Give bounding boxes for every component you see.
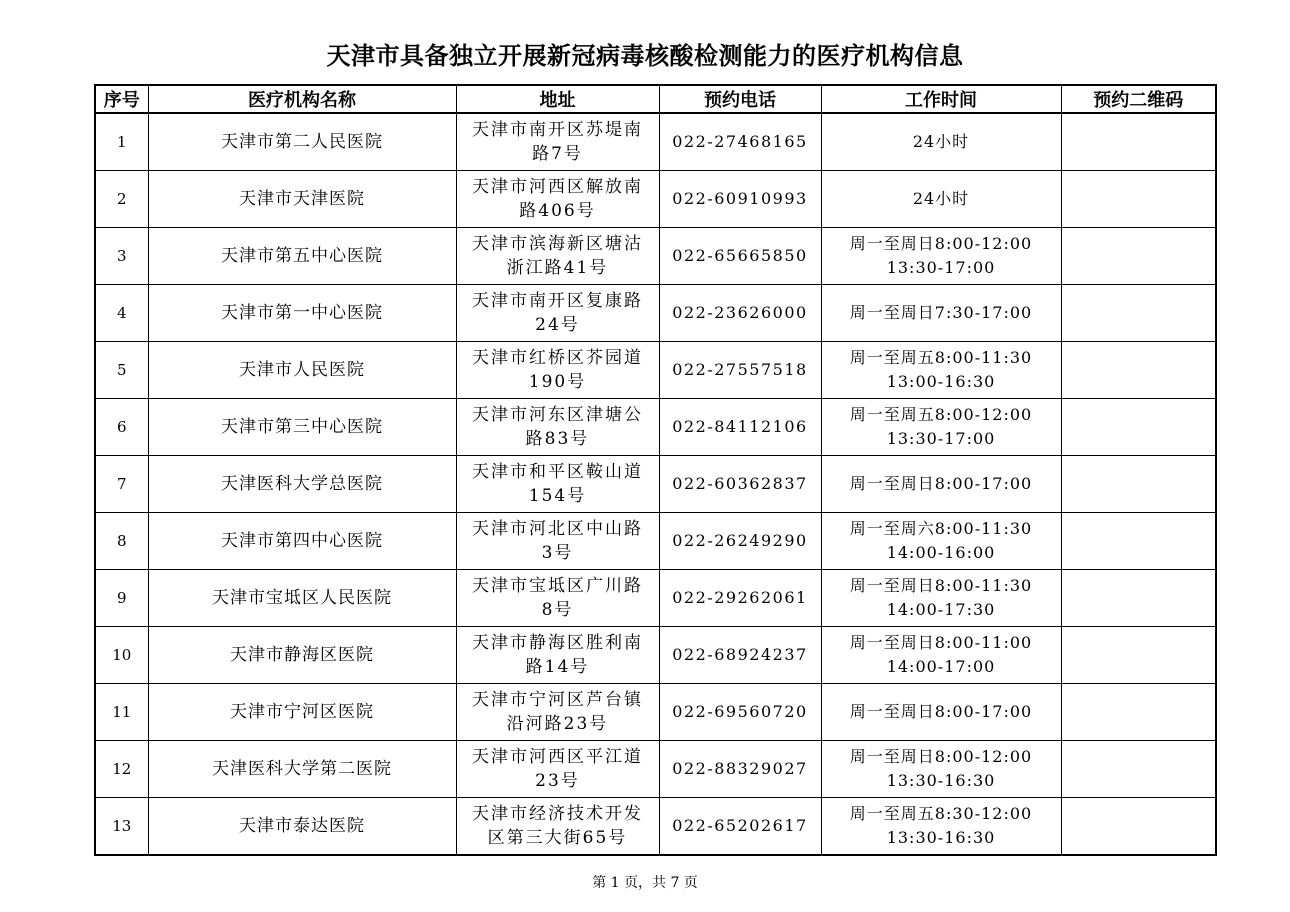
hospital-name-line: 天津市第四中心医院 xyxy=(221,531,383,551)
hospital-address-line: 路7号 xyxy=(532,144,583,164)
table-row xyxy=(95,627,1216,684)
working-hours-line: 13:30-17:00 xyxy=(886,429,996,448)
hospital-address xyxy=(456,342,659,399)
working-hours xyxy=(821,113,1061,171)
hospital-address-line: 路14号 xyxy=(525,657,590,677)
row-number xyxy=(95,228,148,285)
hospital-address-line: 天津市和平区鞍山道 xyxy=(472,462,643,482)
hospital-address-line: 天津市宁河区芦台镇 xyxy=(472,690,643,710)
working-hours xyxy=(821,798,1061,856)
working-hours-line: 周一至周日8:00-11:30 xyxy=(849,576,1033,595)
hospital-phone xyxy=(659,456,821,513)
hospital-address-line: 154号 xyxy=(528,486,587,506)
hospital-phone xyxy=(659,684,821,741)
hospital-name-line: 天津市泰达医院 xyxy=(239,816,365,836)
column-header-qrcode: 预约二维码 xyxy=(1061,85,1216,113)
hospital-name xyxy=(148,399,456,456)
hospital-address xyxy=(456,570,659,627)
hospital-name-line: 天津医科大学总医院 xyxy=(221,474,383,494)
hospital-address xyxy=(456,513,659,570)
table-row xyxy=(95,113,1216,171)
hospital-name-line: 天津医科大学第二医院 xyxy=(212,759,392,779)
table-row xyxy=(95,228,1216,285)
booking-qrcode xyxy=(1061,741,1216,798)
hospital-phone xyxy=(659,399,821,456)
row-number-line: 5 xyxy=(116,361,127,379)
working-hours-line: 13:30-16:30 xyxy=(886,771,996,790)
working-hours xyxy=(821,285,1061,342)
hospital-name-line: 天津市宝坻区人民医院 xyxy=(212,588,392,608)
hospital-name-line: 天津市静海区医院 xyxy=(230,645,374,665)
hospital-name xyxy=(148,228,456,285)
row-number-line: 13 xyxy=(112,817,132,835)
working-hours-line: 周一至周五8:00-12:00 xyxy=(849,405,1033,424)
working-hours xyxy=(821,684,1061,741)
working-hours-line: 周一至周日7:30-17:00 xyxy=(849,303,1033,322)
working-hours xyxy=(821,513,1061,570)
booking-qrcode xyxy=(1061,228,1216,285)
hospital-phone xyxy=(659,171,821,228)
row-number-line: 10 xyxy=(112,646,132,664)
working-hours-line: 14:00-16:00 xyxy=(886,543,996,562)
hospital-name-line: 天津市人民医院 xyxy=(239,360,365,380)
hospital-address xyxy=(456,285,659,342)
hospital-address xyxy=(456,399,659,456)
table-row xyxy=(95,570,1216,627)
working-hours-line: 周一至周日8:00-17:00 xyxy=(849,702,1033,721)
working-hours-line: 周一至周日8:00-12:00 xyxy=(849,234,1033,253)
table-row xyxy=(95,399,1216,456)
hospital-phone-line: 022-88329027 xyxy=(672,759,808,778)
hospital-address-line: 天津市静海区胜利南 xyxy=(472,633,643,653)
hospital-address-line: 天津市经济技术开发 xyxy=(472,804,643,824)
page-title: 天津市具备独立开展新冠病毒核酸检测能力的医疗机构信息 xyxy=(326,42,964,70)
working-hours xyxy=(821,228,1061,285)
hospital-address-line: 路406号 xyxy=(519,201,596,221)
hospital-phone-line: 022-65665850 xyxy=(672,246,808,265)
booking-qrcode xyxy=(1061,513,1216,570)
working-hours xyxy=(821,456,1061,513)
working-hours-line: 13:30-17:00 xyxy=(886,258,996,277)
table-row xyxy=(95,342,1216,399)
row-number xyxy=(95,684,148,741)
row-number-line: 12 xyxy=(112,760,132,778)
column-header-address: 地址 xyxy=(456,85,659,113)
working-hours-line: 24小时 xyxy=(912,189,970,208)
row-number xyxy=(95,171,148,228)
hospital-name-line: 天津市宁河区医院 xyxy=(230,702,374,722)
booking-qrcode xyxy=(1061,399,1216,456)
hospital-name xyxy=(148,342,456,399)
working-hours-line: 24小时 xyxy=(912,132,970,151)
table-row xyxy=(95,285,1216,342)
row-number-line: 8 xyxy=(116,532,127,550)
hospital-phone xyxy=(659,798,821,856)
hospital-name xyxy=(148,456,456,513)
booking-qrcode xyxy=(1061,570,1216,627)
table-row xyxy=(95,798,1216,856)
hospital-address-line: 天津市河西区平江道 xyxy=(472,747,643,767)
hospital-address-line: 沿河路23号 xyxy=(506,714,609,734)
hospital-name-line: 天津市第一中心医院 xyxy=(221,303,383,323)
row-number xyxy=(95,798,148,856)
hospital-address-line: 3号 xyxy=(541,543,574,563)
hospital-address-line: 浙江路41号 xyxy=(506,258,609,278)
column-header-no: 序号 xyxy=(95,85,148,113)
working-hours-line: 13:00-16:30 xyxy=(886,372,996,391)
hospital-address-line: 天津市河东区津塘公 xyxy=(472,405,643,425)
hospital-name-line: 天津市第二人民医院 xyxy=(221,132,383,152)
row-number-line: 7 xyxy=(116,475,127,493)
booking-qrcode xyxy=(1061,285,1216,342)
table-row xyxy=(95,684,1216,741)
row-number xyxy=(95,456,148,513)
table-row xyxy=(95,741,1216,798)
hospital-phone xyxy=(659,113,821,171)
working-hours-line: 14:00-17:00 xyxy=(886,657,996,676)
hospital-phone xyxy=(659,627,821,684)
row-number-line: 4 xyxy=(116,304,127,322)
hospital-address xyxy=(456,798,659,856)
hospital-address xyxy=(456,171,659,228)
working-hours-line: 周一至周日8:00-11:00 xyxy=(849,633,1033,652)
hospital-address-line: 24号 xyxy=(535,315,580,335)
row-number-line: 6 xyxy=(116,418,127,436)
working-hours-line: 周一至周日8:00-12:00 xyxy=(849,747,1033,766)
working-hours xyxy=(821,627,1061,684)
row-number xyxy=(95,285,148,342)
table-row xyxy=(95,456,1216,513)
hospital-phone-line: 022-84112106 xyxy=(672,417,808,436)
hospital-address xyxy=(456,113,659,171)
working-hours-line: 周一至周五8:30-12:00 xyxy=(849,804,1033,823)
working-hours xyxy=(821,741,1061,798)
hospital-address-line: 天津市南开区复康路 xyxy=(472,291,643,311)
row-number-line: 9 xyxy=(116,589,127,607)
hospital-address xyxy=(456,741,659,798)
booking-qrcode xyxy=(1061,342,1216,399)
hospital-address-line: 8号 xyxy=(541,600,574,620)
hospital-name xyxy=(148,113,456,171)
hospital-address-line: 天津市红桥区芥园道 xyxy=(472,348,643,368)
hospital-name xyxy=(148,741,456,798)
hospital-phone-line: 022-27468165 xyxy=(672,132,808,151)
row-number-line: 3 xyxy=(116,247,127,265)
hospital-address-line: 23号 xyxy=(535,771,580,791)
hospital-table xyxy=(94,84,1217,856)
booking-qrcode xyxy=(1061,798,1216,856)
hospital-phone-line: 022-68924237 xyxy=(672,645,808,664)
hospital-phone xyxy=(659,513,821,570)
hospital-name xyxy=(148,570,456,627)
column-header-hours: 工作时间 xyxy=(821,85,1061,113)
hospital-address xyxy=(456,627,659,684)
hospital-name-line: 天津市第五中心医院 xyxy=(221,246,383,266)
booking-qrcode xyxy=(1061,456,1216,513)
booking-qrcode xyxy=(1061,684,1216,741)
hospital-address-line: 区第三大街65号 xyxy=(487,828,628,848)
working-hours xyxy=(821,570,1061,627)
hospital-name-line: 天津市第三中心医院 xyxy=(221,417,383,437)
hospital-name xyxy=(148,798,456,856)
working-hours xyxy=(821,399,1061,456)
booking-qrcode xyxy=(1061,113,1216,171)
page-footer: 第 1 页，共 7 页 xyxy=(592,875,698,891)
row-number-line: 11 xyxy=(112,703,132,721)
hospital-address-line: 天津市宝坻区广川路 xyxy=(472,576,643,596)
hospital-address xyxy=(456,228,659,285)
table-body xyxy=(95,113,1216,855)
row-number xyxy=(95,113,148,171)
table-row xyxy=(95,513,1216,570)
hospital-address-line: 天津市河西区解放南 xyxy=(472,177,643,197)
row-number xyxy=(95,399,148,456)
working-hours-line: 14:00-17:30 xyxy=(886,600,996,619)
hospital-address xyxy=(456,684,659,741)
working-hours xyxy=(821,171,1061,228)
hospital-phone xyxy=(659,285,821,342)
hospital-name xyxy=(148,627,456,684)
row-number xyxy=(95,570,148,627)
row-number-line: 2 xyxy=(116,190,127,208)
hospital-phone-line: 022-69560720 xyxy=(672,702,808,721)
hospital-address-line: 190号 xyxy=(528,372,587,392)
hospital-phone-line: 022-27557518 xyxy=(672,360,808,379)
working-hours-line: 13:30-16:30 xyxy=(886,828,996,847)
column-header-phone: 预约电话 xyxy=(659,85,821,113)
working-hours xyxy=(821,342,1061,399)
hospital-phone xyxy=(659,228,821,285)
hospital-address-line: 天津市南开区苏堤南 xyxy=(472,120,643,140)
hospital-phone xyxy=(659,570,821,627)
row-number xyxy=(95,342,148,399)
hospital-name xyxy=(148,285,456,342)
hospital-phone-line: 022-29262061 xyxy=(672,588,808,607)
hospital-name xyxy=(148,513,456,570)
row-number xyxy=(95,513,148,570)
hospital-name-line: 天津市天津医院 xyxy=(239,189,365,209)
row-number xyxy=(95,741,148,798)
booking-qrcode xyxy=(1061,627,1216,684)
row-number xyxy=(95,627,148,684)
booking-qrcode xyxy=(1061,171,1216,228)
hospital-name xyxy=(148,684,456,741)
hospital-address xyxy=(456,456,659,513)
hospital-phone-line: 022-65202617 xyxy=(672,816,808,835)
working-hours-line: 周一至周五8:00-11:30 xyxy=(849,348,1033,367)
column-header-name: 医疗机构名称 xyxy=(148,85,456,113)
table-row xyxy=(95,171,1216,228)
hospital-name xyxy=(148,171,456,228)
hospital-phone xyxy=(659,342,821,399)
hospital-phone-line: 022-23626000 xyxy=(672,303,808,322)
hospital-phone xyxy=(659,741,821,798)
hospital-address-line: 路83号 xyxy=(525,429,590,449)
table-header-row xyxy=(95,85,1216,113)
row-number-line: 1 xyxy=(116,133,127,151)
hospital-phone-line: 022-26249290 xyxy=(672,531,808,550)
hospital-address-line: 天津市河北区中山路 xyxy=(472,519,643,539)
working-hours-line: 周一至周日8:00-17:00 xyxy=(849,474,1033,493)
hospital-address-line: 天津市滨海新区塘沽 xyxy=(472,234,643,254)
working-hours-line: 周一至周六8:00-11:30 xyxy=(849,519,1033,538)
hospital-phone-line: 022-60910993 xyxy=(672,189,808,208)
hospital-phone-line: 022-60362837 xyxy=(672,474,808,493)
